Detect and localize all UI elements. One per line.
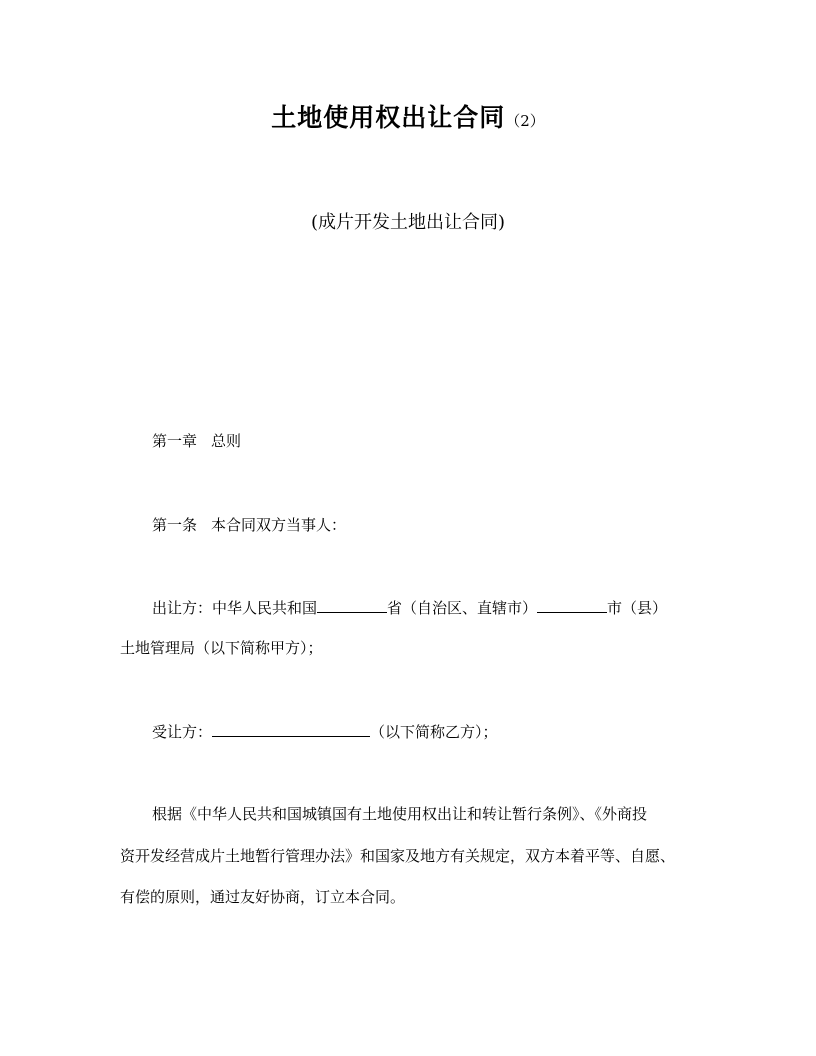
transferee-label: 受让方： bbox=[152, 723, 213, 741]
transferor-label: 出让方： bbox=[152, 599, 213, 617]
chapter-heading bbox=[152, 431, 241, 451]
basis-line-3: 有偿的原则，通过友好协商，订立本合同。 bbox=[120, 888, 406, 906]
transferee-suffix: （以下简称乙方）； bbox=[370, 723, 498, 741]
transferor-province: 省（自治区、直辖市） bbox=[387, 599, 538, 617]
transferor-line-2: 土地管理局（以下简称甲方）； bbox=[120, 639, 323, 657]
province-blank[interactable] bbox=[317, 597, 387, 613]
article-1-text: 本合同双方当事人： bbox=[211, 516, 347, 534]
document-title bbox=[0, 98, 816, 134]
chapter-number: 第一章 bbox=[152, 432, 198, 450]
transferor-line bbox=[152, 597, 667, 618]
article-1-number: 第一条 bbox=[152, 516, 198, 534]
transferee-line bbox=[152, 721, 498, 742]
transferee-blank[interactable] bbox=[212, 721, 370, 737]
chapter-name: 总则 bbox=[211, 432, 242, 450]
transferor-city: 市（县） bbox=[607, 599, 668, 617]
transferor-country: 中华人民共和国 bbox=[212, 599, 318, 617]
title-suffix: （2） bbox=[505, 112, 545, 130]
title-text: 土地使用权出让合同 bbox=[271, 103, 506, 132]
article-1 bbox=[152, 515, 346, 535]
basis-line-1: 根据《中华人民共和国城镇国有土地使用权出让和转让暂行条例》、《外商投 bbox=[152, 805, 648, 823]
city-blank[interactable] bbox=[537, 597, 607, 613]
basis-line-2: 资开发经营成片土地暂行管理办法》和国家及地方有关规定，双方本着平等、自愿、 bbox=[120, 847, 676, 865]
document-subtitle: (成片开发土地出让合同) bbox=[310, 212, 506, 233]
